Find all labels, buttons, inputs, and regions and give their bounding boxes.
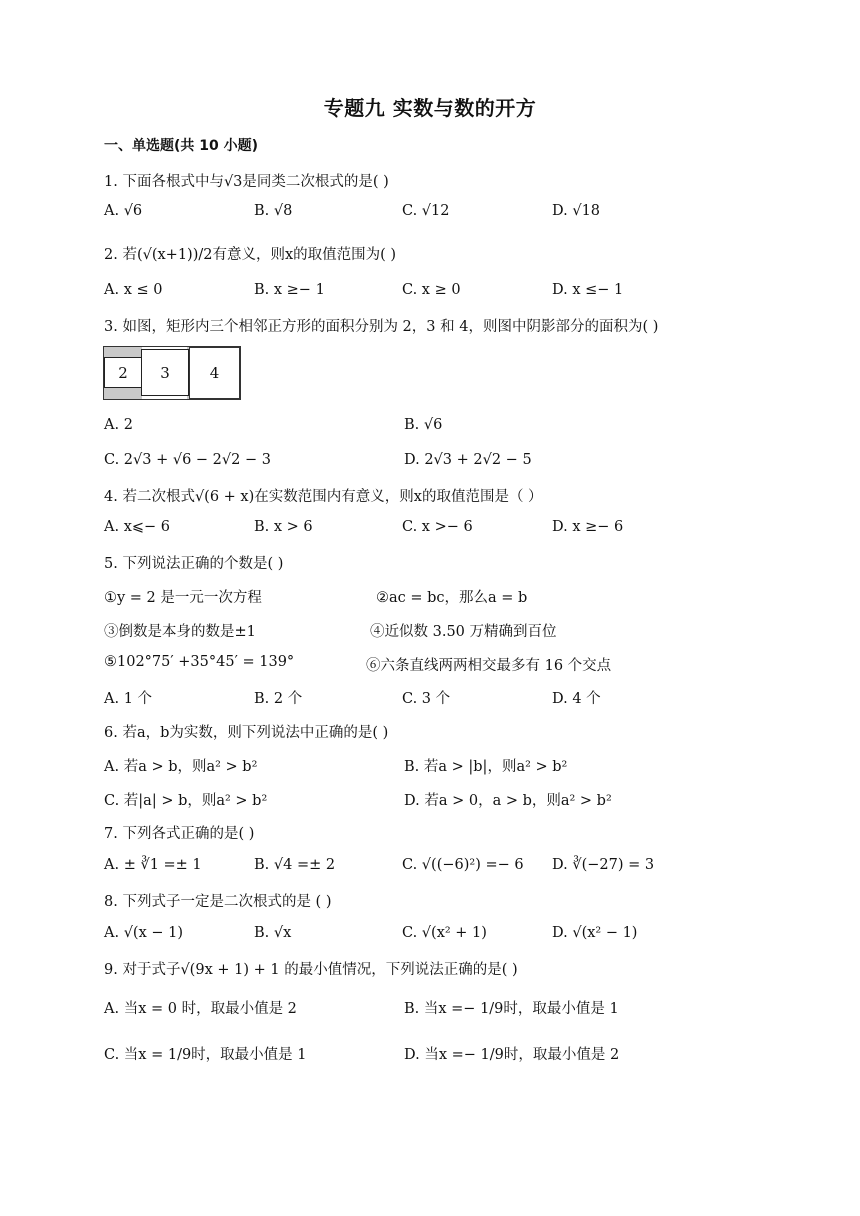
question-5-stem: 5. 下列说法正确的个数是( ) (104, 556, 284, 572)
question-9-options-row-2 (104, 1043, 764, 1065)
question-4-options (104, 519, 764, 541)
q6-option-d[interactable]: D. 若a > 0，a > b，则a² > b² (404, 793, 612, 809)
shaded-region (104, 388, 142, 399)
question-7-stem: 7. 下列各式正确的是( ) (104, 826, 255, 842)
question-8-options (104, 925, 764, 947)
question-5-options (104, 687, 764, 709)
question-6-stem: 6. 若a，b为实数，则下列说法中正确的是( ) (104, 725, 389, 741)
question-3-options-row-1 (104, 417, 764, 439)
q4-option-d[interactable]: D. x ≥− 6 (552, 519, 624, 535)
q8-option-c[interactable]: C. √(x² + 1) (402, 925, 487, 941)
statement-3: ③倒数是本身的数是±1 (104, 624, 256, 640)
q3-option-d[interactable]: D. 2√3 + 2√2 − 5 (404, 452, 532, 468)
q5-option-a[interactable]: A. 1 个 (104, 691, 153, 707)
question-3-options-row-2 (104, 452, 764, 474)
q3-option-b[interactable]: B. √6 (404, 417, 443, 433)
statement-2: ②ac = bc，那么a = b (376, 590, 528, 606)
question-4-stem: 4. 若二次根式√(6 + x)在实数范围内有意义，则x的取值范围是（ ） (104, 489, 543, 505)
q5-option-d[interactable]: D. 4 个 (552, 691, 601, 707)
q7-option-d[interactable]: D. ∛(−27) = 3 (552, 857, 655, 873)
question-3-stem: 3. 如图，矩形内三个相邻正方形的面积分别为 2，3 和 4，则图中阴影部分的面积为( ) (104, 319, 659, 335)
statement-6: ⑥六条直线两两相交最多有 16 个交点 (366, 658, 612, 674)
question-2-options (104, 282, 764, 304)
question-5-statements-row-3 (104, 654, 764, 676)
q3-option-c[interactable]: C. 2√3 + √6 − 2√2 − 3 (104, 452, 271, 468)
question-1-options (104, 203, 764, 225)
q9-option-c[interactable]: C. 当x = 1/9时，取最小值是 1 (104, 1047, 307, 1063)
q1-option-c[interactable]: C. √12 (402, 203, 450, 219)
q4-option-c[interactable]: C. x >− 6 (402, 519, 473, 535)
q9-option-d[interactable]: D. 当x =− 1/9时，取最小值是 2 (404, 1047, 620, 1063)
q5-option-b[interactable]: B. 2 个 (254, 691, 303, 707)
q8-option-a[interactable]: A. √(x − 1) (104, 925, 184, 941)
q2-option-b[interactable]: B. x ≥− 1 (254, 282, 325, 298)
statement-5: ⑤102°75′ +35°45′ = 139° (104, 654, 295, 670)
question-6-options-row-1 (104, 755, 764, 777)
square-area-3: 3 (141, 349, 189, 396)
shaded-region (104, 347, 142, 357)
q9-option-a[interactable]: A. 当x = 0 时，取最小值是 2 (104, 1001, 297, 1017)
question-5-statements-row-2 (104, 620, 764, 642)
question-9-stem: 9. 对于式子√(9x + 1) + 1 的最小值情况，下列说法正确的是( ) (104, 962, 518, 978)
q1-option-a[interactable]: A. √6 (104, 203, 143, 219)
question-2-stem: 2. 若(√(x+1))/2有意义，则x的取值范围为( ) (104, 247, 397, 263)
question-9-options-row-1 (104, 997, 764, 1019)
q3-option-a[interactable]: A. 2 (104, 417, 133, 433)
q8-option-d[interactable]: D. √(x² − 1) (552, 925, 638, 941)
q8-option-b[interactable]: B. √x (254, 925, 292, 941)
q7-option-c[interactable]: C. √((−6)²) =− 6 (402, 857, 524, 873)
q6-option-b[interactable]: B. 若a > |b|，则a² > b² (404, 759, 568, 775)
rectangle-squares-figure (103, 346, 241, 400)
question-6-options-row-2 (104, 789, 764, 811)
statement-4: ④近似数 3.50 万精确到百位 (370, 624, 557, 640)
q2-option-d[interactable]: D. x ≤− 1 (552, 282, 624, 298)
q1-option-d[interactable]: D. √18 (552, 203, 601, 219)
question-1-stem: 1. 下面各根式中与√3是同类二次根式的是( ) (104, 174, 389, 190)
statement-1: ①y = 2 是一元一次方程 (104, 590, 262, 606)
q4-option-b[interactable]: B. x > 6 (254, 519, 313, 535)
q2-option-a[interactable]: A. x ≤ 0 (104, 282, 163, 298)
square-area-4: 4 (189, 347, 240, 399)
question-7-options (104, 857, 764, 879)
section-heading: 一、单选题(共 10 小题) (104, 138, 259, 154)
q9-option-b[interactable]: B. 当x =− 1/9时，取最小值是 1 (404, 1001, 619, 1017)
q5-option-c[interactable]: C. 3 个 (402, 691, 451, 707)
square-area-2: 2 (104, 357, 142, 388)
q1-option-b[interactable]: B. √8 (254, 203, 293, 219)
q7-option-b[interactable]: B. √4 =± 2 (254, 857, 336, 873)
page-title: 专题九 实数与数的开方 (323, 96, 537, 120)
q7-option-a[interactable]: A. ± ∛1 =± 1 (104, 857, 202, 873)
q4-option-a[interactable]: A. x⩽− 6 (104, 519, 171, 535)
q2-option-c[interactable]: C. x ≥ 0 (402, 282, 461, 298)
question-8-stem: 8. 下列式子一定是二次根式的是 ( ) (104, 894, 332, 910)
q6-option-a[interactable]: A. 若a > b，则a² > b² (104, 759, 258, 775)
question-5-statements-row-1 (104, 586, 764, 608)
q6-option-c[interactable]: C. 若|a| > b，则a² > b² (104, 793, 268, 809)
